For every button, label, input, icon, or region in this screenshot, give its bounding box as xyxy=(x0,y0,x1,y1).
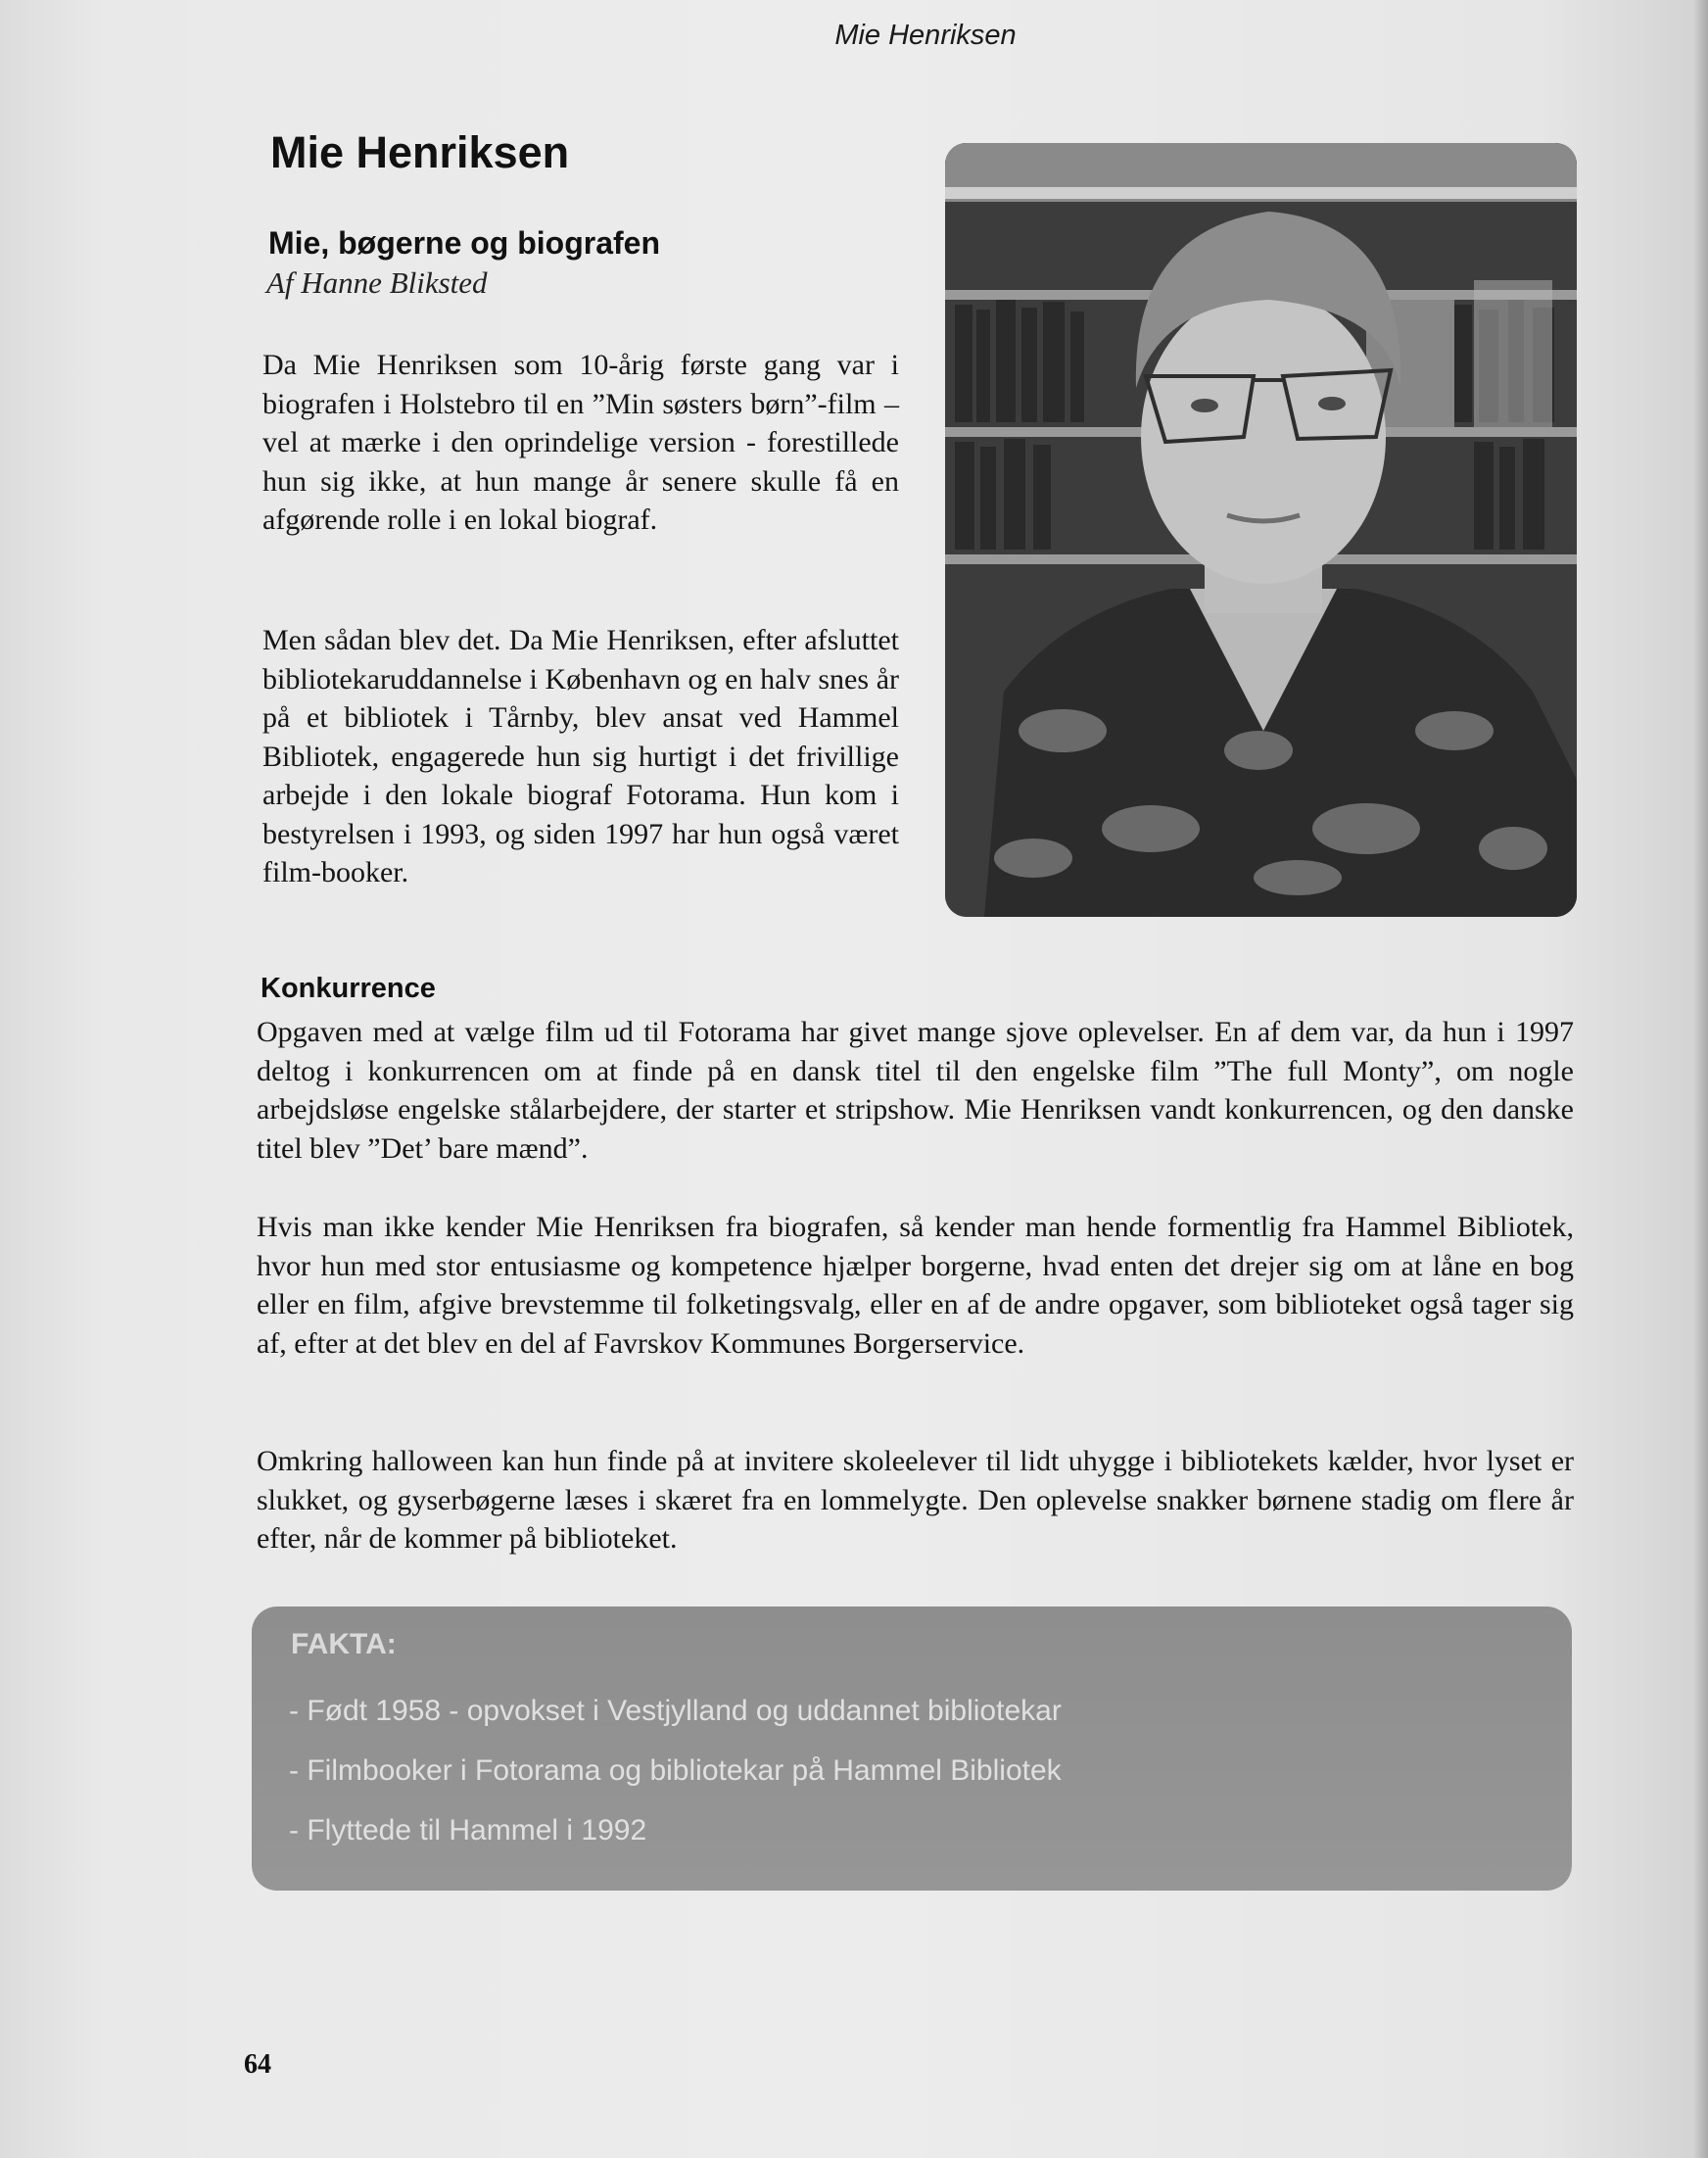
running-head: Mie Henriksen xyxy=(834,20,1017,51)
intro-paragraph-1: Da Mie Henriksen som 10-årig første gang var i biografen i Holstebro til en ”Min søsters børn”-film – vel at mærke i den oprindelige version - forestillede hun sig ikke, at hun mange år senere skulle få en afgørende rolle i en lokal biograf. xyxy=(262,349,899,536)
section-heading-konkurrence: Konkurrence xyxy=(261,973,436,1004)
facts-item: - Filmbooker i Fotorama og bibliotekar på Hammel Bibliotek xyxy=(289,1754,1062,1787)
body-paragraph-3: Omkring halloween kan hun finde på at invitere skoleelever til lidt uhygge i bibliotekets kælder, hvor lyset er slukket, og gyserbøgerne læses i skæret fra en lommelygte. Den oplevelse snakker børnene stadig om flere år efter, når de kommer på biblioteket. xyxy=(257,1445,1574,1555)
facts-item: - Født 1958 - opvokset i Vestjylland og uddannet bibliotekar xyxy=(289,1695,1062,1727)
article-subtitle: Mie, bøgerne og biografen xyxy=(268,225,661,261)
portrait-photo xyxy=(945,143,1577,917)
facts-list xyxy=(289,1695,1062,1874)
facts-box xyxy=(252,1607,1572,1891)
page-edge xyxy=(1694,0,1708,2158)
article-title: Mie Henriksen xyxy=(270,127,570,177)
body-paragraph-1: Opgaven med at vælge film ud til Fotorama har givet mange sjove oplevelser. En af dem var, da hun i 1997 deltog i konkurrencen om at finde på en dansk titel til den engelske film ”The full Monty”, om nogle arbejdsløse engelske stålarbejdere, der starter et stripshow. Mie Henriksen vandt konkurrencen, og den danske titel blev ”Det’ bare mænd”. xyxy=(257,1016,1574,1165)
byline: Af Hanne Bliksted xyxy=(266,265,488,300)
facts-item: - Flyttede til Hammel i 1992 xyxy=(289,1814,647,1846)
facts-heading: FAKTA: xyxy=(291,1628,397,1660)
page-number: 64 xyxy=(244,2049,271,2080)
intro-paragraph-2: Men sådan blev det. Da Mie Henriksen, efter afsluttet bibliotekaruddannelse i København og en halv snes år på et bibliotek i Tårnby, blev ansat ved Hammel Bibliotek, engagerede hun sig hurtigt i det frivillige arbejde i den lokale biograf Fotorama. Hun kom i bestyrelsen i 1993, og siden 1997 har hun også været film-booker. xyxy=(262,624,899,888)
body-paragraph-2: Hvis man ikke kender Mie Henriksen fra biografen, så kender man hende formentlig fra Hammel Bibliotek, hvor hun med stor entusiasme og kompetence hjælper borgerne, hvad enten det drejer sig om at låne en bog eller en film, afgive brevstemme til folketingsvalg, eller en af de andre opgaver, som biblioteket også tager sig af, efter at det blev en del af Favrskov Kommunes Borgerservice. xyxy=(257,1211,1574,1360)
